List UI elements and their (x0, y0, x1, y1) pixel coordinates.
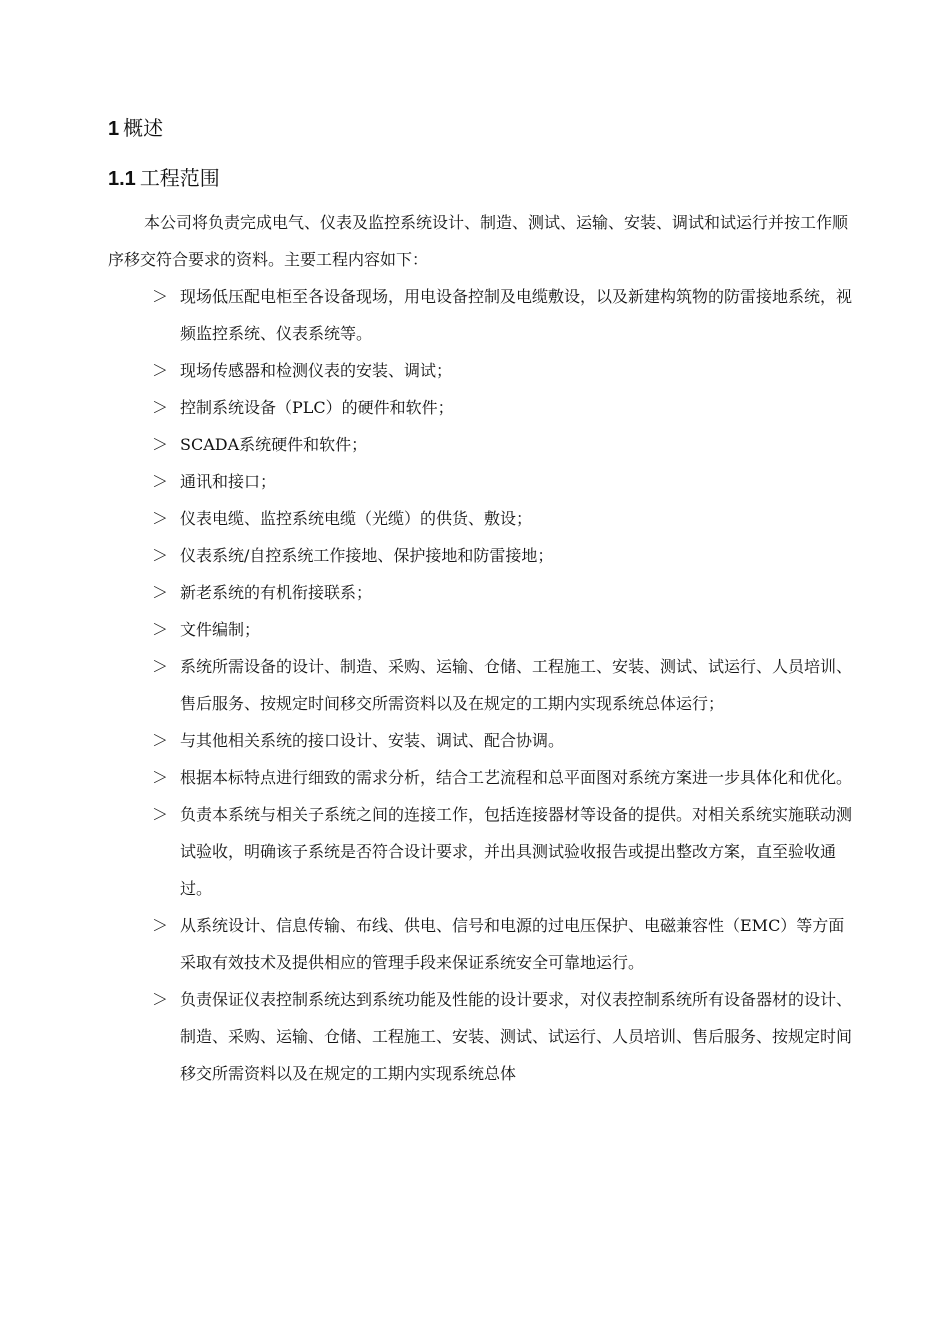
list-item (108, 389, 853, 426)
list-item (108, 648, 853, 722)
list-item (108, 907, 853, 981)
list-item (108, 352, 853, 389)
bullet-arrow-icon: ＞ (151, 546, 168, 565)
list-item-text: 新老系统的有机衔接联系； (180, 583, 373, 602)
section-number: 1 (108, 118, 120, 140)
list-item-text: 根据本标特点进行细致的需求分析，结合工艺流程和总平面图对系统方案进一步具体化和优化。 (180, 768, 853, 787)
bullet-arrow-icon: ＞ (151, 472, 168, 491)
list-item (108, 278, 853, 352)
list-item (108, 500, 853, 537)
intro-paragraph: 本公司将负责完成电气、仪表及监控系统设计、制造、测试、运输、安装、调试和试运行并按工作顺序移交符合要求的资料。主要工程内容如下： (108, 213, 849, 269)
list-item-text: 文件编制； (180, 620, 261, 639)
list-item-text: SCADA系统硬件和软件； (180, 435, 368, 454)
list-item-text: 通讯和接口； (180, 472, 277, 491)
bullet-arrow-icon: ＞ (151, 287, 168, 306)
list-item-text: 现场传感器和检测仪表的安装、调试； (180, 361, 453, 380)
list-item (108, 463, 853, 500)
list-item (108, 759, 853, 796)
list-item (108, 796, 853, 907)
list-item-text: 仪表电缆、监控系统电缆（光缆）的供货、敷设； (180, 509, 533, 528)
bullet-arrow-icon: ＞ (151, 768, 168, 787)
list-item-text: 负责保证仪表控制系统达到系统功能及性能的设计要求，对仪表控制系统所有设备器材的设计、制造、采购、运输、仓储、工程施工、安装、测试、试运行、人员培训、售后服务、按规定时间移交所需资料以及在规定的工期内实现系统总体 (180, 990, 853, 1083)
list-item (108, 722, 853, 759)
list-item-text: 与其他相关系统的接口设计、安装、调试、配合协调。 (180, 731, 565, 750)
list-item-text: 负责本系统与相关子系统之间的连接工作，包括连接器材等设备的提供。对相关系统实施联动测试验收，明确该子系统是否符合设计要求，并出具测试验收报告或提出整改方案，直至验收通过。 (180, 805, 853, 898)
list-item-text: 仪表系统/自控系统工作接地、保护接地和防雷接地； (180, 546, 554, 565)
bullet-arrow-icon: ＞ (151, 583, 168, 602)
bullet-arrow-icon: ＞ (151, 657, 168, 676)
subsection-number: 1.1 (108, 168, 136, 190)
bullet-arrow-icon: ＞ (151, 805, 168, 824)
list-item-text: 系统所需设备的设计、制造、采购、运输、仓储、工程施工、安装、测试、试运行、人员培训、售后服务、按规定时间移交所需资料以及在规定的工期内实现系统总体运行； (180, 657, 853, 713)
bullet-arrow-icon: ＞ (151, 731, 168, 750)
list-item (108, 426, 853, 463)
section-heading-1 (108, 114, 163, 143)
list-item-text: 从系统设计、信息传输、布线、供电、信号和电源的过电压保护、电磁兼容性（EMC）等方面采取有效技术及提供相应的管理手段来保证系统安全可靠地运行。 (180, 916, 845, 972)
bullet-arrow-icon: ＞ (151, 916, 168, 935)
subsection-title: 工程范围 (139, 166, 220, 190)
bullet-arrow-icon: ＞ (151, 620, 168, 639)
bullet-arrow-icon: ＞ (151, 361, 168, 380)
list-item (108, 981, 853, 1092)
bullet-arrow-icon: ＞ (151, 398, 168, 417)
section-title: 概述 (123, 116, 164, 140)
list-item (108, 537, 853, 574)
list-item (108, 611, 853, 648)
bullet-arrow-icon: ＞ (151, 990, 168, 1009)
bullet-arrow-icon: ＞ (151, 509, 168, 528)
scope-item-list (108, 278, 853, 1092)
section-body (108, 204, 853, 1092)
bullet-arrow-icon: ＞ (151, 435, 168, 454)
list-item (108, 574, 853, 611)
list-item-text: 控制系统设备（PLC）的硬件和软件； (180, 398, 454, 417)
section-heading-1-1 (108, 164, 220, 193)
list-item-text: 现场低压配电柜至各设备现场，用电设备控制及电缆敷设，以及新建构筑物的防雷接地系统，视频监控系统、仪表系统等。 (180, 287, 853, 343)
